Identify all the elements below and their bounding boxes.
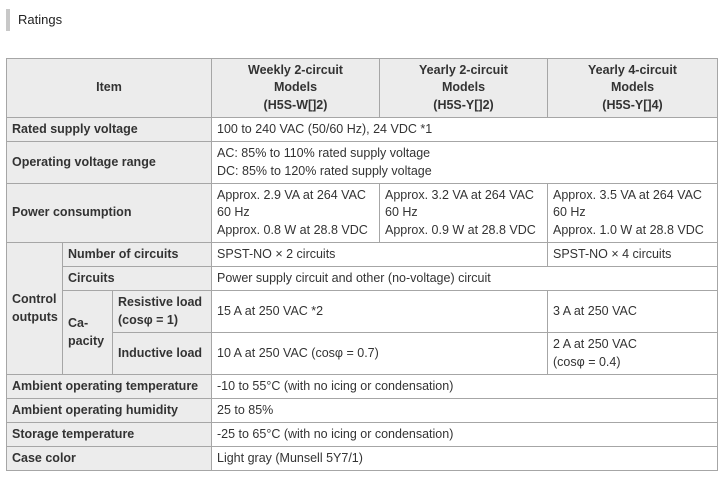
value-resistive-load-4: 3 A at 250 VAC	[548, 291, 718, 333]
row-rated-supply-voltage	[7, 118, 718, 142]
row-circuits	[7, 267, 718, 291]
power-col1-line3: Approx. 0.8 W at 28.8 VDC	[217, 222, 368, 237]
inductive-load-4-line2: (cosφ = 0.4)	[553, 354, 621, 369]
power-col3-line2: 60 Hz	[553, 205, 586, 220]
value-number-of-circuits-2: SPST-NO × 2 circuits	[212, 243, 548, 267]
label-rated-supply-voltage: Rated supply voltage	[7, 118, 212, 142]
header-weekly-2-circuit	[212, 59, 380, 118]
value-circuits: Power supply circuit and other (no-voltage) circuit	[212, 267, 718, 291]
label-capacity	[63, 291, 113, 375]
row-number-of-circuits	[7, 243, 718, 267]
operating-voltage-ac: AC: 85% to 110% rated supply voltage	[217, 146, 431, 160]
label-case-color: Case color	[7, 447, 212, 471]
value-number-of-circuits-4: SPST-NO × 4 circuits	[548, 243, 718, 267]
header-col2-line1: Yearly 2-circuit	[419, 62, 508, 77]
header-col1-line3: (H5S-W[]2)	[263, 97, 328, 112]
header-col2-line3: (H5S-Y[]2)	[433, 97, 494, 112]
label-resistive-load	[113, 291, 212, 333]
power-col1-line2: 60 Hz	[217, 205, 250, 220]
label-control-outputs	[7, 243, 63, 375]
inductive-load-4-line1: 2 A at 250 VAC	[553, 337, 637, 351]
value-power-yearly-2	[380, 184, 548, 243]
power-col3-line1: Approx. 3.5 VA at 264 VAC	[553, 187, 702, 202]
row-operating-voltage-range	[7, 142, 718, 184]
section-heading: Ratings	[6, 9, 62, 31]
value-inductive-load-4	[548, 333, 718, 375]
header-col3-line3: (H5S-Y[]4)	[602, 97, 663, 112]
header-item: Item	[7, 59, 212, 118]
value-ambient-temperature: -10 to 55°C (with no icing or condensation)	[212, 375, 718, 399]
label-storage-temperature: Storage temperature	[7, 423, 212, 447]
control-outputs-line1: Control	[12, 292, 57, 306]
header-col2-line2: Models	[441, 80, 486, 95]
header-col3-line1: Yearly 4-circuit	[588, 62, 677, 77]
header-col3-line2: Models	[610, 80, 655, 95]
value-ambient-humidity: 25 to 85%	[212, 399, 718, 423]
control-outputs-line2: outputs	[12, 309, 58, 324]
label-ambient-temperature: Ambient operating temperature	[7, 375, 212, 399]
row-inductive-load	[7, 333, 718, 375]
value-resistive-load-2: 15 A at 250 VAC *2	[212, 291, 548, 333]
power-col2-line3: Approx. 0.9 W at 28.8 VDC	[385, 222, 536, 237]
resistive-load-line1: Resistive load	[118, 295, 203, 309]
label-power-consumption: Power consumption	[7, 184, 212, 243]
row-ambient-temperature	[7, 375, 718, 399]
value-power-yearly-4	[548, 184, 718, 243]
header-col1-line2: Models	[273, 80, 318, 95]
capacity-line1: Ca-	[68, 316, 89, 330]
header-col1-line1: Weekly 2-circuit	[248, 62, 343, 77]
value-power-weekly-2	[212, 184, 380, 243]
row-ambient-humidity	[7, 399, 718, 423]
resistive-load-line2: (cosφ = 1)	[118, 312, 179, 327]
row-storage-temperature	[7, 423, 718, 447]
label-operating-voltage-range: Operating voltage range	[7, 142, 212, 184]
row-resistive-load	[7, 291, 718, 333]
header-yearly-4-circuit	[548, 59, 718, 118]
row-power-consumption	[7, 184, 718, 243]
value-inductive-load-2: 10 A at 250 VAC (cosφ = 0.7)	[212, 333, 548, 375]
power-col1-line1: Approx. 2.9 VA at 264 VAC	[217, 187, 366, 202]
value-operating-voltage-range	[212, 142, 718, 184]
label-ambient-humidity: Ambient operating humidity	[7, 399, 212, 423]
capacity-line2: pacity	[68, 333, 105, 348]
row-case-color	[7, 447, 718, 471]
header-yearly-2-circuit	[380, 59, 548, 118]
value-case-color: Light gray (Munsell 5Y7/1)	[212, 447, 718, 471]
operating-voltage-dc: DC: 85% to 120% rated supply voltage	[217, 163, 432, 178]
power-col2-line2: 60 Hz	[385, 205, 418, 220]
power-col3-line3: Approx. 1.0 W at 28.8 VDC	[553, 222, 704, 237]
label-circuits: Circuits	[63, 267, 212, 291]
ratings-table	[6, 58, 718, 471]
value-storage-temperature: -25 to 65°C (with no icing or condensation)	[212, 423, 718, 447]
label-inductive-load: Inductive load	[113, 333, 212, 375]
value-rated-supply-voltage: 100 to 240 VAC (50/60 Hz), 24 VDC *1	[212, 118, 718, 142]
power-col2-line1: Approx. 3.2 VA at 264 VAC	[385, 187, 534, 202]
header-row	[7, 59, 718, 118]
label-number-of-circuits: Number of circuits	[63, 243, 212, 267]
